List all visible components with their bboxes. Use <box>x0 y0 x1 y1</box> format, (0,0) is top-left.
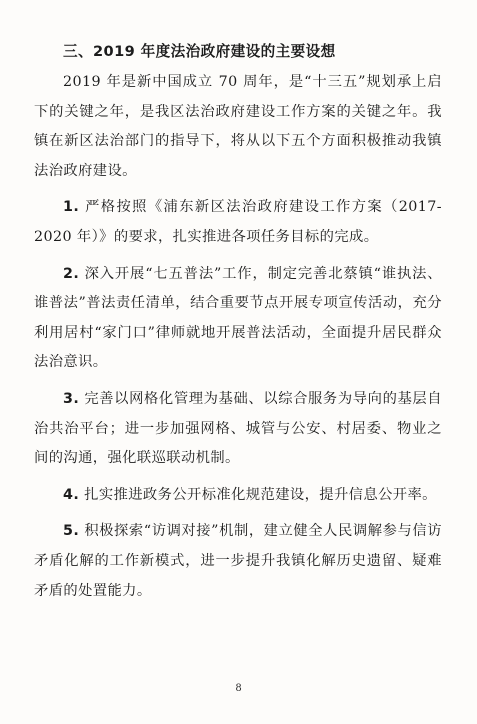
item-text: 扎实推进政务公开标准化规范建设，提升信息公开率。 <box>84 486 437 503</box>
item-number: 4. <box>63 486 80 503</box>
intro-paragraph: 2019 年是新中国成立 70 周年，是“十三五”规划承上启下的关键之年，是我区法治政府建设工作方案的关键之年。我镇在新区法治部门的指导下，将从以下五个方面积极推动我镇法治政府建设。 <box>34 74 442 179</box>
list-item-4 <box>34 481 442 511</box>
item-number: 2. <box>63 265 80 282</box>
item-text: 积极探索“访调对接”机制，建立健全人民调解参与信访矛盾化解的工作新模式，进一步提升我镇化解历史遗留、疑难矛盾的处置能力。 <box>34 523 442 599</box>
item-text: 深入开展“七五普法”工作，制定完善北蔡镇“谁执法、谁普法”普法责任清单，结合重要节点开展专项宣传活动，充分利用居村“家门口”律师就地开展普法活动，全面提升居民群众法治意识。 <box>34 265 442 371</box>
document-body <box>34 38 442 606</box>
item-text: 完善以网格化管理为基础、以综合服务为导向的基层自治共治平台；进一步加强网格、城管与公安、村居委、物业之间的沟通，强化联巡联动机制。 <box>34 390 442 467</box>
list-item-5 <box>34 517 442 606</box>
list-item-3 <box>34 385 442 474</box>
list-item-2 <box>34 260 442 378</box>
item-number: 1. <box>63 199 80 216</box>
item-text: 严格按照《浦东新区法治政府建设工作方案（2017-2020 年）》的要求，扎实推进各项任务目标的完成。 <box>34 199 442 245</box>
section-heading: 三、2019 年度法治政府建设的主要设想 <box>63 43 336 60</box>
item-number: 5. <box>63 523 80 540</box>
list-item-1 <box>34 193 442 252</box>
item-number: 3. <box>63 390 80 407</box>
page-number: 8 <box>235 683 242 694</box>
